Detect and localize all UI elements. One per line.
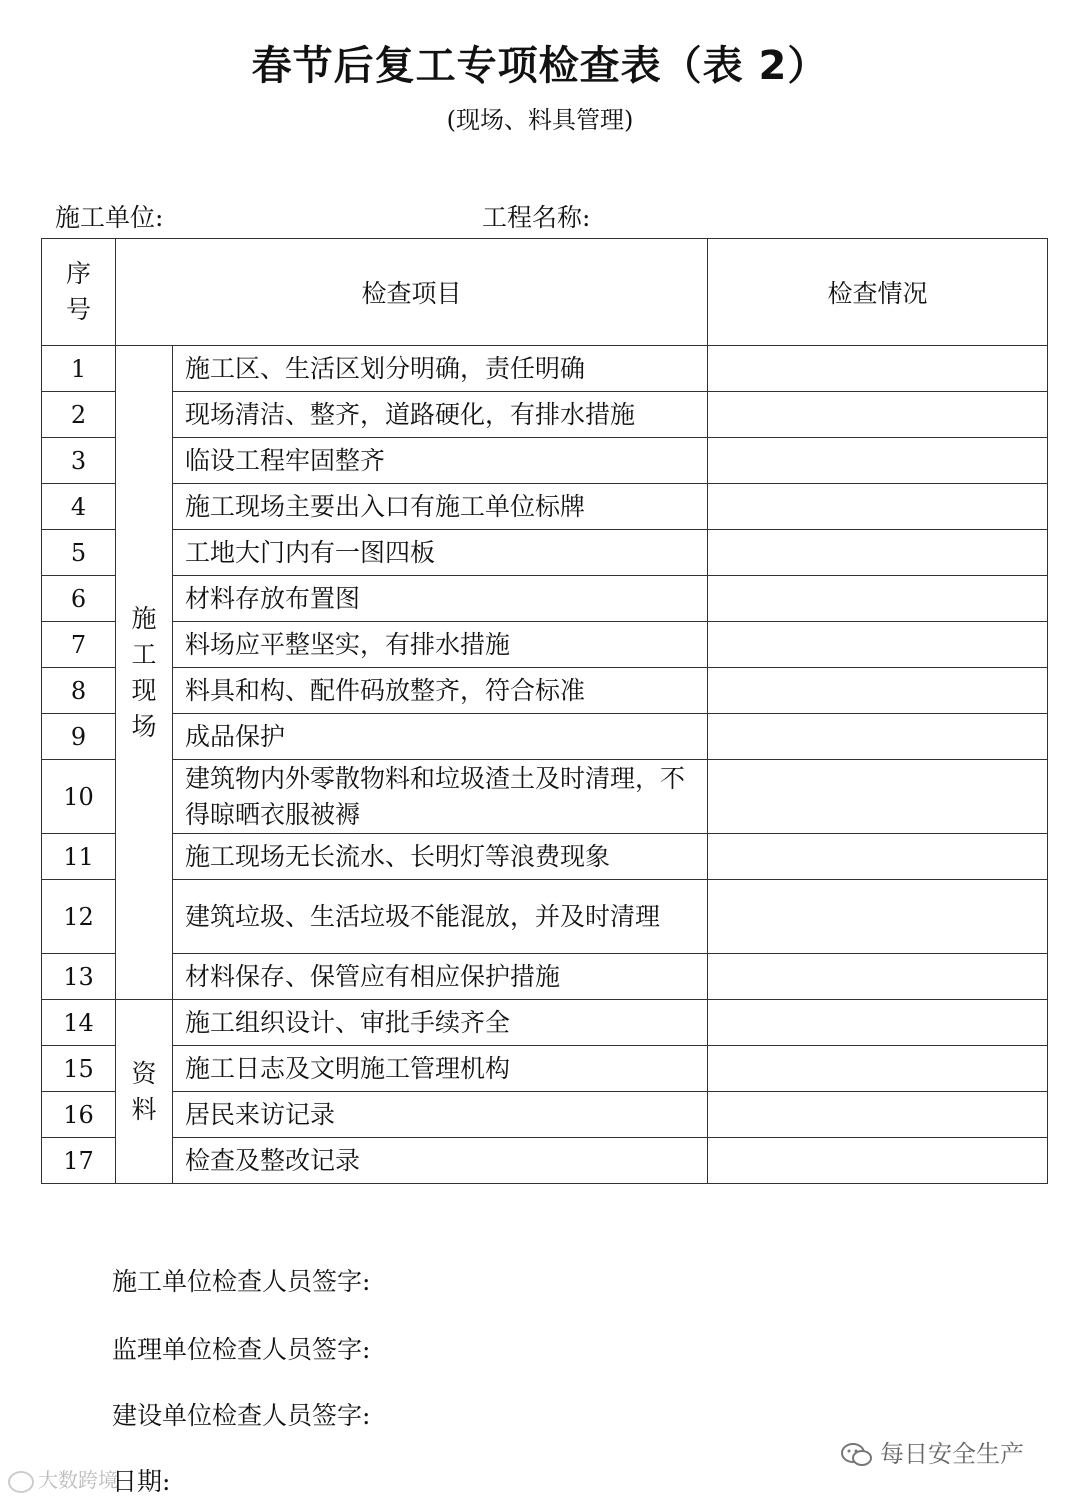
row-number: 17 [42,1138,116,1184]
status-cell[interactable] [708,530,1048,576]
status-cell[interactable] [708,668,1048,714]
row-number: 10 [42,760,116,834]
header-item: 检查项目 [116,239,708,346]
row-number: 15 [42,1046,116,1092]
table-row [42,1092,1048,1138]
status-cell[interactable] [708,622,1048,668]
row-item: 建筑垃圾、生活垃圾不能混放，并及时清理 [173,880,708,954]
date-label: 日期: [112,1467,171,1496]
table-row [42,880,1048,954]
status-cell[interactable] [708,1092,1048,1138]
watermark-left: 大数跨境 [8,1464,118,1493]
row-number: 8 [42,668,116,714]
status-cell[interactable] [708,760,1048,834]
status-cell[interactable] [708,1046,1048,1092]
wechat-icon [840,1441,874,1469]
row-item: 施工现场无长流水、长明灯等浪费现象 [173,834,708,880]
table-row [42,714,1048,760]
table-row [42,484,1048,530]
row-number: 5 [42,530,116,576]
table-row [42,1046,1048,1092]
page-subtitle: (现场、料具管理) [446,106,634,134]
table-row [42,1138,1048,1184]
status-cell[interactable] [708,1000,1048,1046]
page-title: 春节后复工专项检查表（表 2） [251,43,829,89]
row-number: 4 [42,484,116,530]
watermark-logo-icon [8,1471,34,1493]
row-number: 11 [42,834,116,880]
row-number: 14 [42,1000,116,1046]
supervisor-signature-label: 监理单位检查人员签字: [112,1335,371,1364]
row-number: 6 [42,576,116,622]
row-item: 居民来访记录 [173,1092,708,1138]
row-number: 16 [42,1092,116,1138]
row-item: 材料存放布置图 [173,576,708,622]
header-seq: 序 号 [42,239,116,346]
row-item: 临设工程牢固整齐 [173,438,708,484]
row-item: 料具和构、配件码放整齐，符合标准 [173,668,708,714]
table-row [42,438,1048,484]
row-number: 13 [42,954,116,1000]
group-site: 施 工 现 场 [116,346,173,1000]
row-number: 9 [42,714,116,760]
status-cell[interactable] [708,954,1048,1000]
table-row [42,622,1048,668]
row-item: 现场清洁、整齐，道路硬化，有排水措施 [173,392,708,438]
status-cell[interactable] [708,714,1048,760]
construction-unit-label: 施工单位: [55,203,164,232]
group-docs: 资 料 [116,1000,173,1184]
status-cell[interactable] [708,834,1048,880]
row-item: 成品保护 [173,714,708,760]
table-row [42,530,1048,576]
status-cell[interactable] [708,880,1048,954]
row-item: 检查及整改记录 [173,1138,708,1184]
status-cell[interactable] [708,576,1048,622]
row-item: 料场应平整坚实，有排水措施 [173,622,708,668]
header-status: 检查情况 [708,239,1048,346]
table-row [42,576,1048,622]
table-row [42,668,1048,714]
row-number: 3 [42,438,116,484]
table-row [42,834,1048,880]
row-number: 7 [42,622,116,668]
status-cell[interactable] [708,1138,1048,1184]
row-number: 12 [42,880,116,954]
status-cell[interactable] [708,392,1048,438]
row-item: 施工现场主要出入口有施工单位标牌 [173,484,708,530]
row-item: 材料保存、保管应有相应保护措施 [173,954,708,1000]
row-item: 施工区、生活区划分明确，责任明确 [173,346,708,392]
status-cell[interactable] [708,346,1048,392]
table-row [42,760,1048,834]
watermark-right: 每日安全生产 [840,1434,1024,1469]
inspection-table [41,238,1048,1184]
row-item: 施工组织设计、审批手续齐全 [173,1000,708,1046]
constructor-signature-label: 施工单位检查人员签字: [112,1267,371,1296]
row-item: 建筑物内外零散物料和垃圾渣土及时清理，不得晾晒衣服被褥 [173,760,708,834]
table-row [42,1000,1048,1046]
table-header-row [42,239,1048,346]
table-row [42,392,1048,438]
row-item: 工地大门内有一图四板 [173,530,708,576]
row-number: 1 [42,346,116,392]
status-cell[interactable] [708,438,1048,484]
project-name-label: 工程名称: [482,203,591,232]
table-row [42,954,1048,1000]
table-row [42,346,1048,392]
status-cell[interactable] [708,484,1048,530]
row-number: 2 [42,392,116,438]
row-item: 施工日志及文明施工管理机构 [173,1046,708,1092]
owner-signature-label: 建设单位检查人员签字: [112,1401,371,1430]
